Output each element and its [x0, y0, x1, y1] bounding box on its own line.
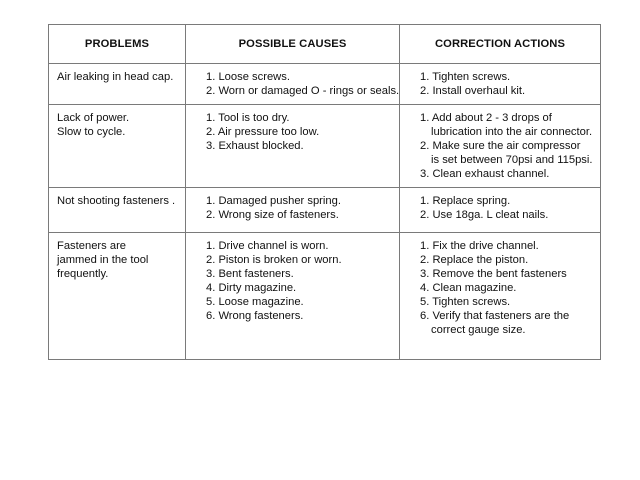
actions-cell: [400, 64, 601, 105]
actions-cell: [400, 188, 601, 233]
action-item: 1. Fix the drive channel.: [420, 240, 539, 252]
cause-item: 6. Wrong fasteners.: [206, 310, 304, 322]
action-item-continued: is set between 70psi and 115psi.: [431, 154, 593, 166]
cause-item: 3. Exhaust blocked.: [206, 140, 304, 152]
action-item: 6. Verify that fasteners are the: [420, 310, 570, 322]
table-row: [49, 105, 601, 188]
action-item: 2. Use 18ga. L cleat nails.: [420, 209, 549, 221]
cause-item: 2. Piston is broken or worn.: [206, 254, 342, 266]
action-item: 3. Clean exhaust channel.: [420, 168, 550, 180]
problem-cell: [49, 233, 186, 360]
cause-item: 4. Dirty magazine.: [206, 282, 297, 294]
action-item: 2. Make sure the air compressor: [420, 140, 581, 152]
cause-item: 1. Loose screws.: [206, 71, 290, 83]
problem-text: Fasteners are: [57, 240, 127, 252]
table-header-row: [49, 25, 601, 64]
problem-text: Slow to cycle.: [57, 126, 126, 138]
cause-item: 1. Drive channel is worn.: [206, 240, 329, 252]
cause-item: 1. Tool is too dry.: [206, 112, 290, 124]
actions-cell: [400, 105, 601, 188]
action-item: 5. Tighten screws.: [420, 296, 511, 308]
action-item-continued: lubrication into the air connector.: [431, 126, 593, 138]
table-row: [49, 188, 601, 233]
problem-text: jammed in the tool: [57, 254, 149, 266]
action-item: 2. Replace the piston.: [420, 254, 529, 266]
cause-item: 2. Air pressure too low.: [206, 126, 320, 138]
problem-cell: [49, 105, 186, 188]
cause-item: 3. Bent fasteners.: [206, 268, 294, 280]
causes-cell: [186, 233, 400, 360]
actions-cell: [400, 233, 601, 360]
problem-cell: [49, 64, 186, 105]
table-row: [49, 233, 601, 360]
causes-cell: [186, 64, 400, 105]
problem-text: Not shooting fasteners .: [57, 195, 176, 207]
action-item-continued: correct gauge size.: [431, 324, 526, 336]
table-row: [49, 64, 601, 105]
causes-cell: [186, 188, 400, 233]
header-correction-actions: CORRECTION ACTIONS: [400, 25, 601, 64]
action-item: 1. Tighten screws.: [420, 71, 511, 83]
header-problems: PROBLEMS: [49, 25, 186, 64]
cause-item: 5. Loose magazine.: [206, 296, 304, 308]
cause-item: 1. Damaged pusher spring.: [206, 195, 341, 207]
problem-cell: [49, 188, 186, 233]
problem-text: Lack of power.: [57, 112, 130, 124]
action-item: 1. Add about 2 - 3 drops of: [420, 112, 552, 124]
causes-cell: [186, 105, 400, 188]
header-possible-causes: POSSIBLE CAUSES: [186, 25, 400, 64]
problem-text: Air leaking in head cap.: [57, 71, 174, 83]
action-item: 3. Remove the bent fasteners: [420, 268, 567, 280]
cause-item: 2. Worn or damaged O - rings or seals.: [206, 85, 400, 97]
cause-item: 2. Wrong size of fasteners.: [206, 209, 339, 221]
troubleshooting-table: [48, 24, 601, 360]
action-item: 4. Clean magazine.: [420, 282, 517, 294]
action-item: 1. Replace spring.: [420, 195, 511, 207]
action-item: 2. Install overhaul kit.: [420, 85, 526, 97]
problem-text: frequently.: [57, 268, 109, 280]
